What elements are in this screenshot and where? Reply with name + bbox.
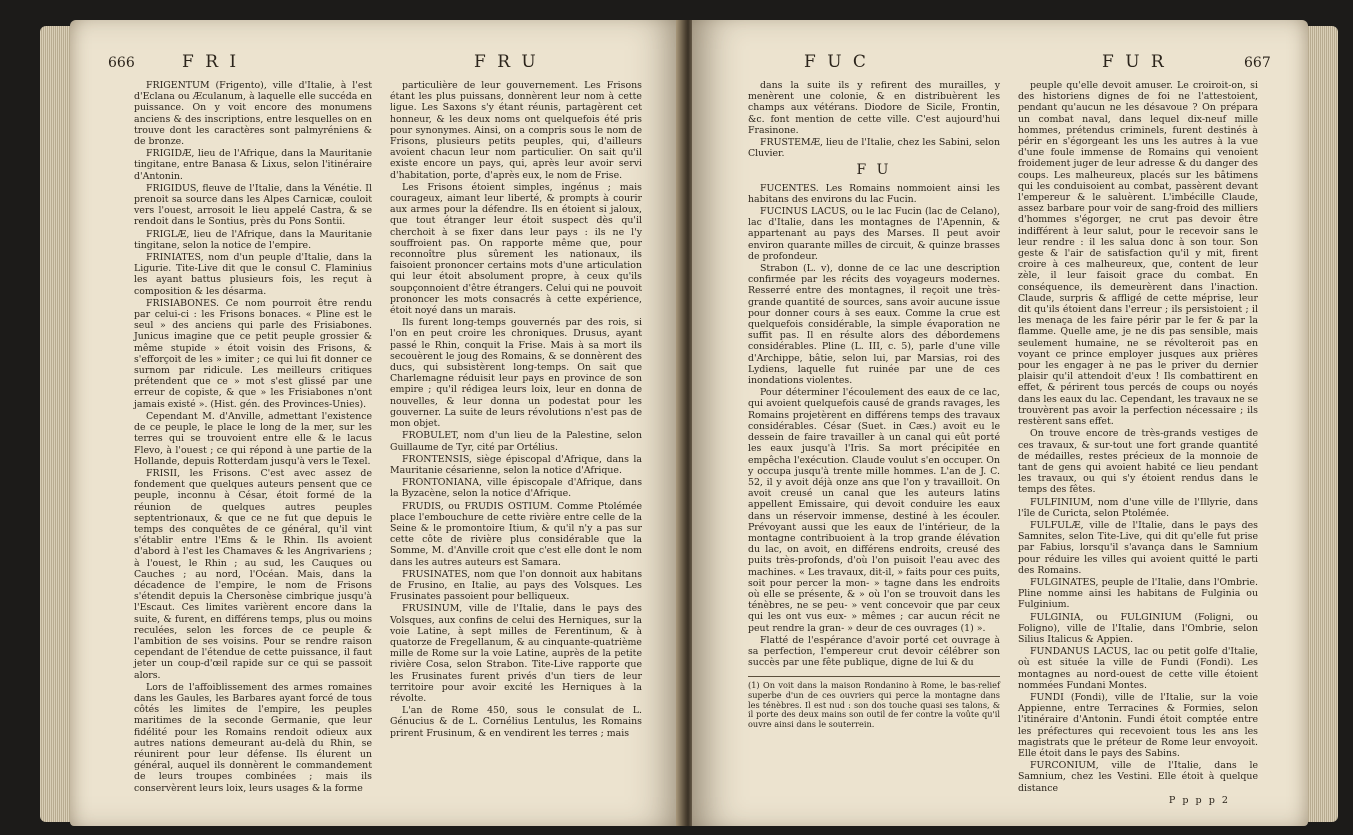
entry-paragraph: Les Frisons étoient simples, ingénus ; mais courageux, aimant leur liberté, & prompts à courir aux armes pour la défendre. Ils en étoient si jaloux, que tout étranger leur étoit suspect dès qu'il cherchoit à se fixer dans leur pays : ils ne l'y souffroient pas. On rapporte même que, pour reconnoître plus sûrement les nationaux, ils faisoient prononcer certains mots d'une articulation qui leur étoit absolument propre, à ceux qu'ils soupçonnoient d'être étrangers. Celui qui ne pouvoit prononcer les mots consacrés à cette expérience, étoit noyé dans un marais. [390,181,642,317]
entry-paragraph: FRONTONIANA, ville épiscopale d'Afrique, dans la Byzacène, selon la notice d'Afrique. [390,477,642,500]
entry-paragraph: Pour déterminer l'écoulement des eaux de ce lac, qui avoient quelquefois causé de grands ravages, les Romains projetèrent en différens temps des travaux considérables. César (Suet. in Cæs.) avoit eu le dessein de faire travailler à un canal qui eût porté les eaux jusqu'à l'Iris. Sa mort précipitée en empêcha l'exécution. Claude voulut s'en occuper. On y occupa jusqu'à trente mille hommes. L'an de J. C. 52, il y avoit déjà onze ans que l'on y travailloit. On avoit creusé un canal que les auteurs latins appellent Emissaire, qui devoit conduire les eaux dans un réservoir immense, destiné à les écouler. Prévoyant aussi que les eaux de l'intérieur, de la montagne contribuoient à la trop grande élévation du lac, on avoit, en différens endroits, creusé des puits très-profonds, d'où l'on puisoit l'eau avec des machines. « Les travaux, dit-il, » faits pour ces puits, soit pour percer la mon- » tagne dans les endroits où elle se présente, & » où l'on se trouvoit dans les ténèbres, ne se peu- » vent concevoir que par ceux qui les ont vus eux- » mêmes ; car aucun récit ne peut rendre la gran- » deur de ces ouvrages (1) ». [748,387,1000,634]
running-head-right: F U R [1102,52,1167,72]
entry-paragraph: Flatté de l'espérance d'avoir porté cet ouvrage à sa perfection, l'empereur crut devoir célébrer son succès par une fête publique, digne de lui & du [748,634,1000,669]
entry-paragraph: On trouve encore de très-grands vestiges de ces travaux, & sur-tout une fort grande quantité de médailles, restes précieux de la monnoie de tant de gens qui avoient habité ce lieu pendant les travaux, ou qui s'y étoient rendus dans le temps des fêtes. [1018,428,1258,496]
entry-paragraph: FUNDI (Fondi), ville de l'Italie, sur la voie Appienne, entre Terracines & Formies, selon l'itinéraire d'Antonin. Fundi étoit comptée entre les préfectures qui recevoient tous les ans les magistrats que le préteur de Rome leur envoyoit. Elle étoit dans le pays des Sabins. [1018,691,1258,759]
left-page [70,20,682,826]
right-page [692,20,1308,826]
entry-paragraph: FULGINATES, peuple de l'Italie, dans l'Ombrie. Pline nomme ainsi les habitans de Fulginia ou Fulginium. [1018,576,1258,611]
entry-paragraph: FULFINIUM, nom d'une ville de l'Illyrie, dans l'île de Curicta, selon Ptolémée. [1018,496,1258,519]
entry-paragraph: FRISII, les Frisons. C'est avec assez de fondement que quelques auteurs pensent que ce peuple, inconnu à César, étoit formé de la réunion de quelques autres peuples septentrionaux, & que ce ne fut que depuis le temps des conquêtes de ce général, qu'il vint s'établir entre l'Ems & le Rhin. Ils avoient d'abord à l'est les Chamaves & les Angrivariens ; à l'ouest, le Rhin ; au sud, les Cauques ou Cauches ; au nord, l'Océan. Mais, dans la décadence de l'empire, le nom de Frisons s'étendit depuis la Chersonèse cimbrique jusqu'à l'Escaut. Ces limites varièrent encore dans la suite, & furent, en différens temps, plus ou moins reculées, selon les forces de ce peuple & l'ambition de ses voisins. Pour se rendre raison cependant de l'étendue de cette puissance, il faut jeter un coup-d'œil rapide sur ce qui se passoit alors. [134,467,372,681]
footnote: (1) On voit dans la maison Rondanino à Rome, le bas-relief superbe d'un de ces ouvriers qui perce la montagne dans les ténèbres. Il est nud : son dos touche quasi ses talons, & il porte des deux mains son outil de fer contre la voûte qu'il ouvre ainsi dans le souterrein. [748,676,1000,729]
left-page-header [70,52,682,76]
entry-paragraph: FUCENTES. Les Romains nommoient ainsi les habitans des environs du lac Fucin. [748,182,1000,205]
entry-paragraph: peuple qu'elle devoit amuser. Le croiroit-on, si des historiens dignes de foi ne l'attestoient, pendant qu'aucun ne les désavoue ? On prépara un combat naval, dans lequel dix-neuf mille hommes, prétendus criminels, furent destinés à périr en s'égorgeant les uns les autres à la vue d'une foule immense de Romains qui venoient froidement juger de leur adresse & du danger des coups. Les malheureux, placés sur les bâtimens qui les conduisoient au combat, passèrent devant l'empereur & le saluèrent. L'imbécille Claude, assez barbare pour voir de sang-froid des milliers d'hommes s'égorger, ne crut pas devoir être indifférent à leur salut, pour le recevoir sans le leur rendre : il les salua donc à son tour. Son geste & l'air de satisfaction qu'il y mit, firent croire à ces malheureux, que, content de leur zèle, il leur faisoit grace du combat. En conséquence, ils demeurèrent dans l'inaction. Claude, surpris & affligé de cette méprise, leur dit qu'ils étoient dans l'erreur ; ils persistoient ; il les menaça de les faire périr par le fer & par la flamme. Quelle ame, je ne dis pas sensible, mais seulement humaine, ne se révolteroit pas en voyant ce prince employer jusques aux prières pour les engager à ne pas le priver du dernier plaisir qu'il attendoit d'eux ! Ils combattirent en effet, & périrent tous percés de coups ou noyés dans les eaux du lac. Cependant, les travaux ne se trouvèrent pas avoir la perfection nécessaire ; ils restèrent sans effet. [1018,80,1258,428]
right-column-2 [1018,80,1258,806]
left-column-1 [134,80,372,795]
entry-paragraph: FROBULET, nom d'un lieu de la Palestine, selon Guillaume de Tyr, cité par Ortélius. [390,430,642,453]
entry-paragraph: FRONTENSIS, siège épiscopal d'Afrique, dans la Mauritanie césarienne, selon la notice d'Afrique. [390,453,642,476]
entry-paragraph: dans la suite ils y refirent des murailles, y menèrent une colonie, & en distribuèrent les champs aux vétérans. Diodore de Sicile, Frontin, &c. font mention de cette ville. C'est aujourd'hui Frasinone. [748,80,1000,136]
right-page-header [692,52,1308,76]
entry-paragraph: FUNDANUS LACUS, lac ou petit golfe d'Italie, où est située la ville de Fundi (Fondi). Les montagnes au nord-ouest de cette ville étoient nommées Fundani Montes. [1018,646,1258,691]
entry-paragraph: Lors de l'affoiblissement des armes romaines dans les Gaules, les Barbares ayant forcé de tous côtés les limites de l'empire, les peuples maritimes de la seconde Germanie, que leur fidélité pour les Romains rendoit odieux aux autres nations demeurant au-delà du Rhin, se réunirent pour leur défense. Ils élurent un général, auquel ils donnèrent le commandement de leurs troupes combinées ; mais ils conservèrent leurs loix, leurs usages & la forme [134,681,372,794]
entry-paragraph: FRUSINATES, nom que l'on donnoit aux habitans de Frusino, en Italie, au pays des Volsques. Les Frusinates passoient pour belliqueux. [390,568,642,603]
running-head-left: F U C [804,52,869,72]
right-column-1 [748,80,1000,729]
running-head-left: F R I [182,52,240,72]
entry-paragraph: Cependant M. d'Anville, admettant l'existence de ce peuple, le place le long de la mer, sur les terres qui se trouvoient entre elle & le lacus Flevo, à l'ouest ; ce qui répond à une partie de la Hollande, depuis Rotterdam jusqu'à vers le Texel. [134,410,372,467]
left-column-2 [390,80,642,740]
section-heading: F U [856,162,892,179]
entry-paragraph: particulière de leur gouvernement. Les Frisons étant les plus puissans, donnèrent leur nom à cette ligue. Les Saxons s'y étant réunis, partagèrent cet honneur, & les deux noms ont quelquefois été pris pour synonymes. Ainsi, on a compris sous le nom de Frisons, plusieurs petits peuples, qui, d'ailleurs avoient chacun leur nom particulier. On sait qu'il existe encore un pays, qui, après leur avoir servi d'habitation, porte, d'après eux, le nom de Frise. [390,80,642,181]
signature-mark: P p p p 2 [1168,794,1230,806]
entry-paragraph: FRIGLÆ, lieu de l'Afrique, dans la Mauritanie tingitane, selon la notice de l'empire. [134,228,372,251]
page-edges-right [1306,26,1338,822]
entry-paragraph: Strabon (L. v), donne de ce lac une description confirmée par les récits des voyageurs modernes. Resserré entre des montagnes, il reçoit une très-grande quantité de sources, sans avoir aucune issue pour donner cours à ses eaux. Comme la crue est quelquefois considérable, la simple évaporation ne suffit pas. Il en résulte alors des débordemens considérables. Pline (L. III, c. 5), parle d'une ville d'Archippe, bâtie, selon lui, par Marsias, roi des Lydiens, laquelle fut ruinée par une de ces inondations violentes. [748,263,1000,387]
entry-paragraph: FRIGENTUM (Frigento), ville d'Italie, à l'est d'Eclana ou Æculanum, à laquelle elle succéda en puissance. On y voit encore des monumens anciens & des inscriptions, entre lesquelles on en trouve dont les caractères sont palmyréniens & de bronze. [134,80,372,148]
entry-paragraph: Ils furent long-temps gouvernés par des rois, si l'on en peut croire les chroniques. Drusus, ayant passé le Rhin, conquit la Frise. Mais à sa mort ils secouèrent le joug des Romains, & se donnèrent des ducs, qui subsistèrent long-temps. On sait que Charlemagne réduisit leur pays en province de son empire ; qu'il rédigea leurs loix, leur en donna de nouvelles, & leur donna un podestat pour les gouverner. La suite de leurs révolutions n'est pas de mon objet. [390,317,642,430]
page-edges-left [40,26,72,822]
entry-paragraph: FRIGIDÆ, lieu de l'Afrique, dans la Mauritanie tingitane, entre Banasa & Lixus, selon l'itinéraire d'Antonin. [134,148,372,182]
entry-paragraph: FURCONIUM, ville de l'Italie, dans le Samnium, chez les Vestini. Elle étoit à quelque distance [1018,760,1258,794]
entry-paragraph: FRINIATES, nom d'un peuple d'Italie, dans la Ligurie. Tite-Live dit que le consul C. Flaminius les ayant battus plusieurs fois, les reçut à composition & les désarma. [134,252,372,297]
open-book [70,20,1308,830]
page-number-right: 667 [1244,55,1271,71]
running-head-right: F R U [474,52,539,72]
entry-paragraph: L'an de Rome 450, sous le consulat de L. Génucius & de L. Cornélius Lentulus, les Romains prirent Frusinum, & en vendirent les terres ; mais [390,705,642,739]
entry-paragraph: FULFULÆ, ville de l'Italie, dans le pays des Samnites, selon Tite-Live, qui dit qu'elle fut prise par Fabius, lorsqu'il s'avança dans le Samnium pour réduire les villes qui avoient quitté le parti des Romains. [1018,519,1258,576]
entry-paragraph: FRISIABONES. Ce nom pourroit être rendu par celui-ci : les Frisons bonaces. « Pline est le seul » des anciens qui parle des Frisiabones. Junicus imagine que ce petit peuple grossier & même stupide » étoit voisin des Frisons, & s'efforçoit de les » imiter ; ce qui lui fit donner ce surnom par ridicule. Les meilleurs critiques prétendent que ce » mot s'est glissé par une erreur de copiste, & que » les Frisiabones n'ont jamais existé ». (Hist. gén. des Provinces-Unies). [134,297,372,410]
entry-paragraph: FUCINUS LACUS, ou le lac Fucin (lac de Celano), lac d'Italie, dans les montagnes de l'Apennin, & appartenant au pays des Marses. Il peut avoir environ quarante milles de circuit, & quinze brasses de profondeur. [748,206,1000,262]
entry-paragraph: FULGINIA, ou FULGINIUM (Foligni, ou Foligno), ville de l'Italie, dans l'Ombrie, selon Silius Italicus & Appien. [1018,611,1258,645]
entry-paragraph: FRIGIDUS, fleuve de l'Italie, dans la Vénétie. Il prenoit sa source dans les Alpes Carnicæ, couloit vers l'ouest, arrosoit le lieu appelé Castra, & se rendoit dans le Sontius, près du Pons Sontii. [134,182,372,228]
entry-paragraph: FRUDIS, ou FRUDIS OSTIUM. Comme Ptolémée place l'embouchure de cette rivière entre celle de la Seine & le promontoire Itium, & qu'il n'y a pas sur cette côte de rivière plus considérable que la Somme, M. d'Anville croit que c'est elle dont le nom dans les autres auteurs est Samara. [390,500,642,568]
entry-paragraph: FRUSINUM, ville de l'Italie, dans le pays des Volsques, aux confins de celui des Herniques, sur la voie Latine, à sept milles de Ferentinum, & à quatorze de Fregellanum, & au cinquante-quatrième mille de Rome sur la voie Latine, auprès de la petite rivière Cosa, selon Strabon. Tite-Live rapporte que les Frusinates furent privés d'un tiers de leur territoire pour avoir excité les Herniques à la révolte. [390,603,642,704]
entry-paragraph: FRUSTEMÆ, lieu de l'Italie, chez les Sabini, selon Cluvier. [748,137,1000,160]
page-number-left: 666 [108,55,135,71]
